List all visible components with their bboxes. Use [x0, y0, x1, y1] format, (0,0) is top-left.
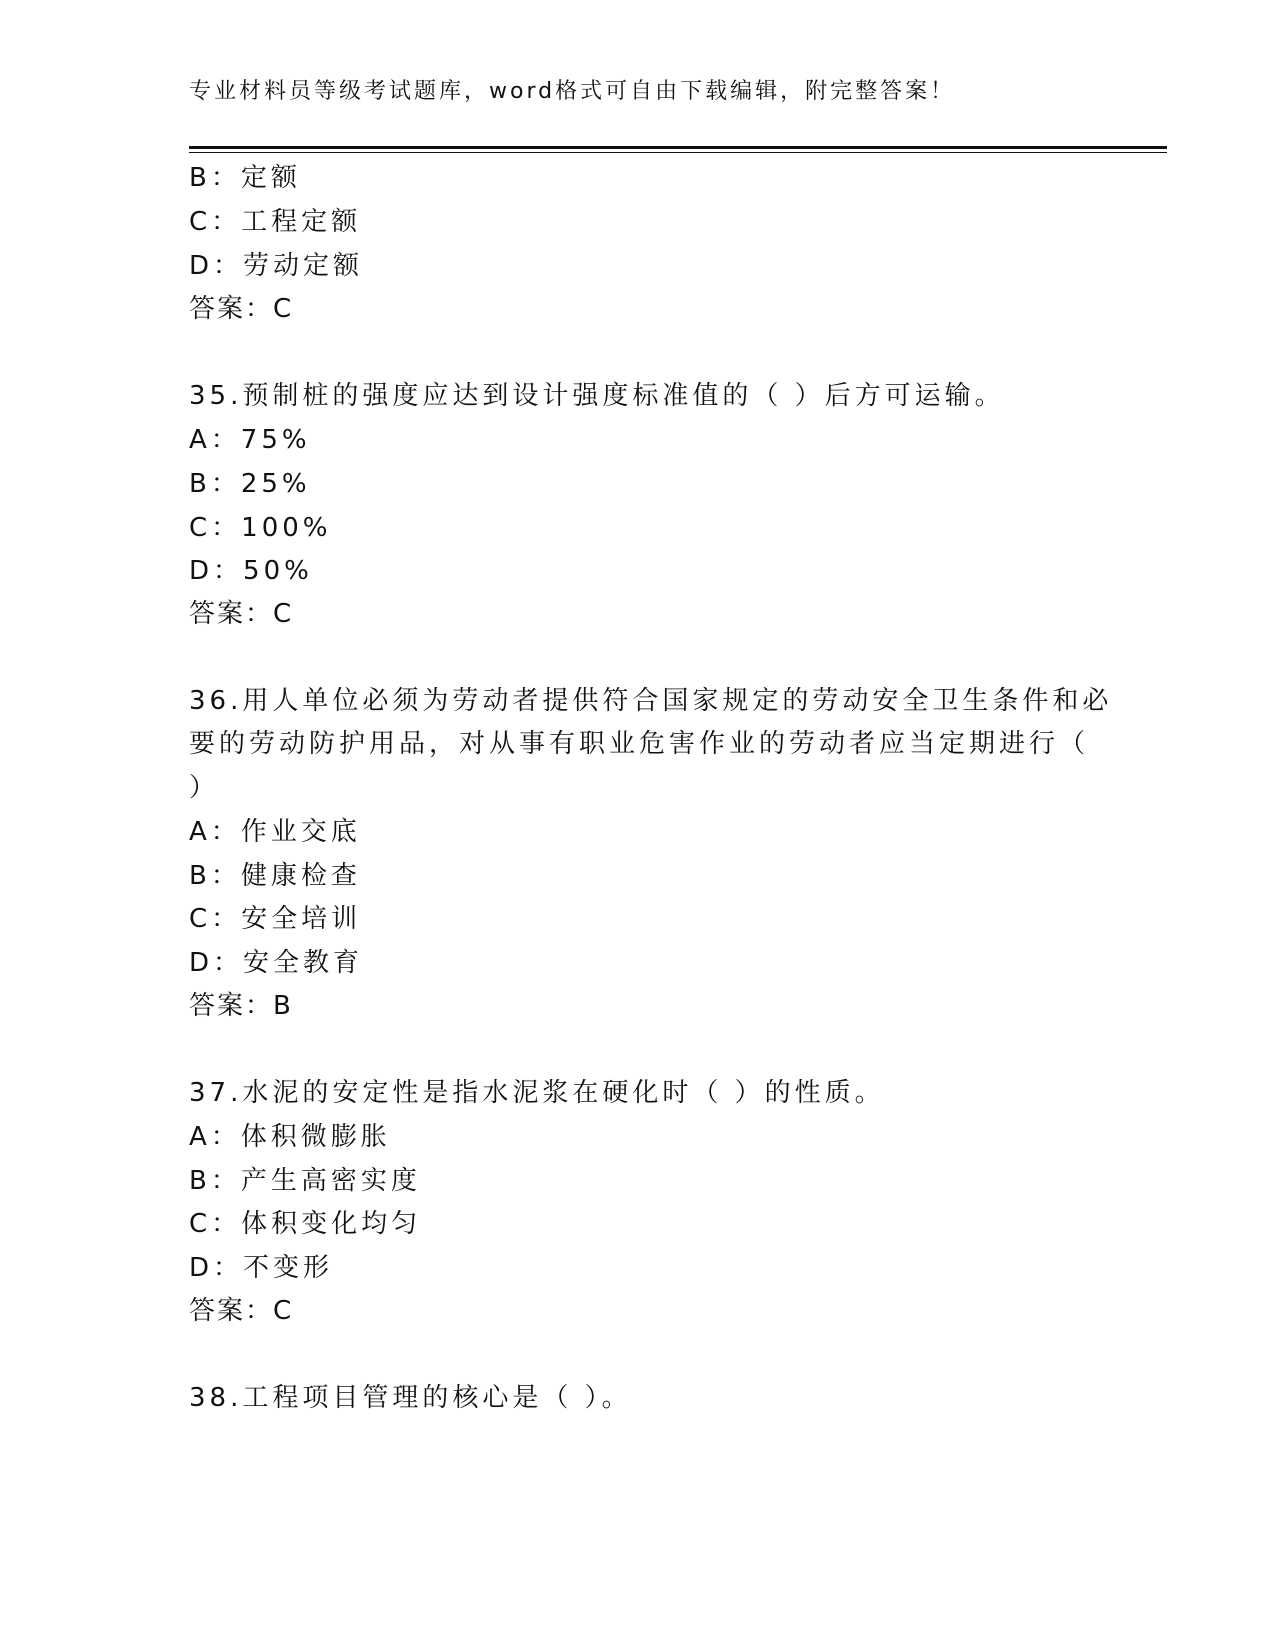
question-38: 38.工程项目管理的核心是（ ）。 [189, 1383, 632, 1413]
option-c: C：体积变化均匀 [189, 1209, 422, 1239]
answer: 答案：B [189, 991, 293, 1021]
question-35: 35.预制桩的强度应达到设计强度标准值的（ ）后方可运输。 [189, 381, 1005, 411]
option-b: B：产生高密实度 [189, 1166, 421, 1196]
option-c: C：100% [189, 513, 332, 543]
option-c: C：安全培训 [189, 904, 362, 934]
option-a: A：体积微膨胀 [189, 1122, 391, 1152]
option-b: B：定额 [189, 163, 301, 193]
option-d: D：安全教育 [189, 948, 364, 978]
answer: 答案：C [189, 294, 294, 324]
header-divider-thin [189, 152, 1167, 153]
answer: 答案：C [189, 1296, 294, 1326]
question-36-line-2: 要的劳动防护用品，对从事有职业危害作业的劳动者应当定期进行（ [189, 729, 1090, 759]
option-d: D：50% [189, 556, 313, 586]
option-b: B：健康检查 [189, 861, 361, 891]
option-a: A：作业交底 [189, 817, 361, 847]
header-divider-thick [189, 146, 1167, 149]
option-d: D：劳动定额 [189, 251, 364, 281]
option-d: D：不变形 [189, 1253, 334, 1283]
question-36-line-3: ） [189, 773, 220, 803]
answer: 答案：C [189, 599, 294, 629]
page-header: 专业材料员等级考试题库，word格式可自由下载编辑，附完整答案！ [189, 79, 956, 104]
option-b: B：25% [189, 469, 311, 499]
option-c: C：工程定额 [189, 207, 362, 237]
question-37: 37.水泥的安定性是指水泥浆在硬化时（ ）的性质。 [189, 1078, 885, 1108]
option-a: A：75% [189, 425, 311, 455]
question-36-line-1: 36.用人单位必须为劳动者提供符合国家规定的劳动安全卫生条件和必 [189, 686, 1113, 716]
